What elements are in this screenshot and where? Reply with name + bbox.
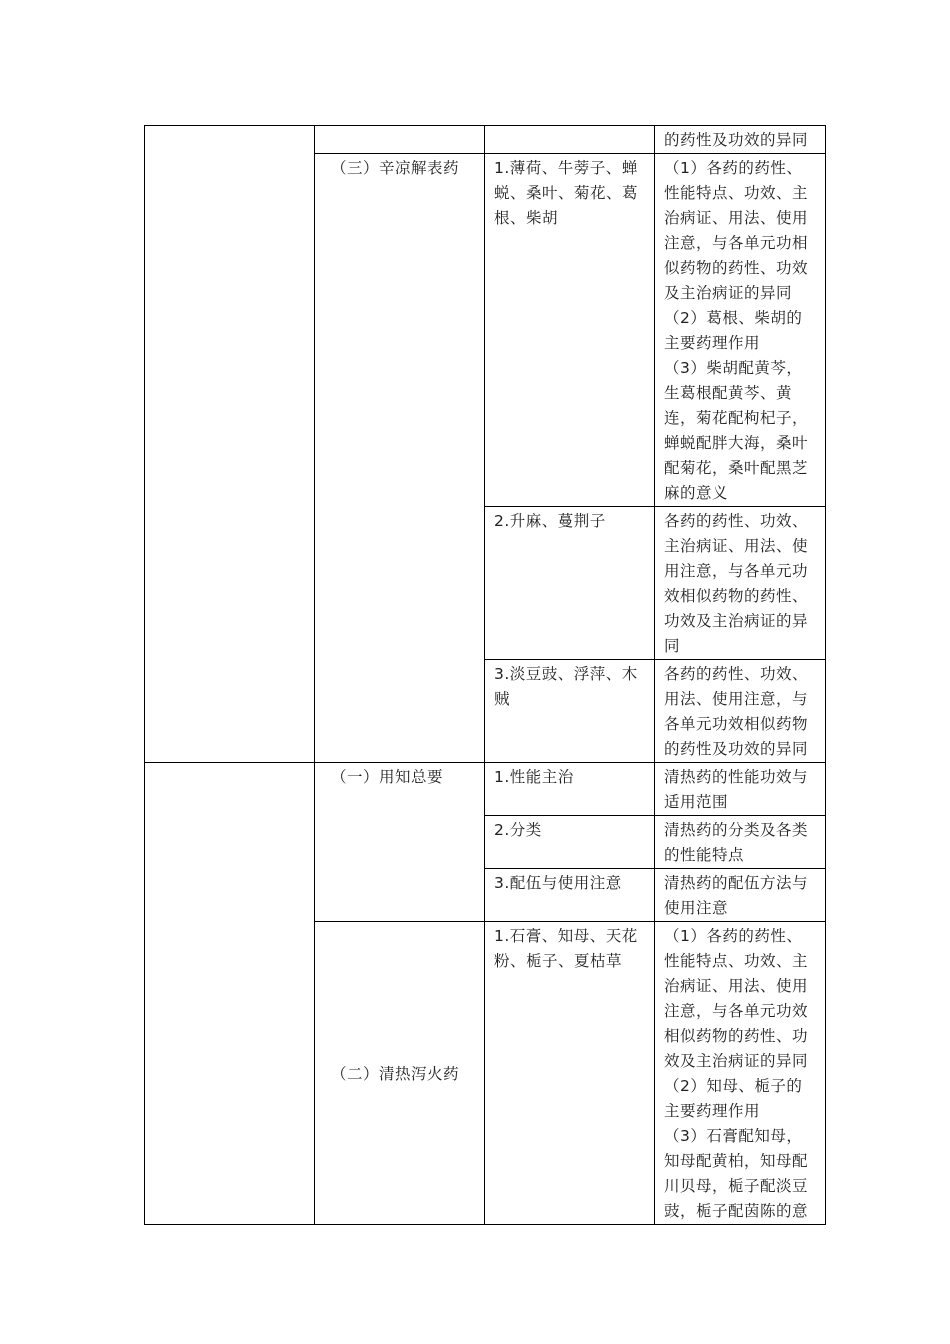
requirement-item: （2）葛根、柴胡的主要药理作用 bbox=[664, 309, 803, 352]
section-cell: （一）用知总要 bbox=[315, 763, 485, 922]
requirement-cell: 的药性及功效的异同 bbox=[655, 126, 826, 154]
requirement-cell: 各药的药性、功效、用法、使用注意，与各单元功效相似药物的药性及功效的异同 bbox=[655, 660, 826, 763]
requirement-cell bbox=[655, 154, 826, 507]
topic-cell: 1.性能主治 bbox=[485, 763, 655, 816]
topic-cell: 1.薄荷、牛蒡子、蝉蜕、桑叶、菊花、葛根、柴胡 bbox=[485, 154, 655, 507]
topic-cell: 1.石膏、知母、天花粉、栀子、夏枯草 bbox=[485, 922, 655, 1225]
unit-cell-empty bbox=[145, 126, 315, 763]
topic-cell: 2.升麻、蔓荆子 bbox=[485, 507, 655, 660]
syllabus-table bbox=[144, 125, 826, 1225]
table-row bbox=[145, 126, 826, 154]
requirement-cell: 各药的药性、功效、主治病证、用法、使用注意，与各单元功效相似药物的药性、功效及主治病证的异同 bbox=[655, 507, 826, 660]
requirement-cell: 清热药的分类及各类的性能特点 bbox=[655, 816, 826, 869]
requirement-cell bbox=[655, 922, 826, 1225]
section-cell: （二）清热泻火药 bbox=[315, 922, 485, 1225]
topic-cell-empty bbox=[485, 126, 655, 154]
requirement-item: （1）各药的药性、性能特点、功效、主治病证、用法、使用注意，与各单元功效相似药物的药性、功效及主治病证的异同 bbox=[664, 927, 809, 1070]
table-row bbox=[145, 763, 826, 816]
topic-cell: 2.分类 bbox=[485, 816, 655, 869]
section-cell-empty bbox=[315, 126, 485, 154]
topic-cell: 3.淡豆豉、浮萍、木贼 bbox=[485, 660, 655, 763]
section-cell: （三）辛凉解表药 bbox=[315, 154, 485, 763]
requirement-cell: 清热药的性能功效与适用范围 bbox=[655, 763, 826, 816]
topic-cell: 3.配伍与使用注意 bbox=[485, 869, 655, 922]
requirement-item: （2）知母、栀子的主要药理作用 bbox=[664, 1077, 803, 1120]
requirement-cell: 清热药的配伍方法与使用注意 bbox=[655, 869, 826, 922]
unit-cell-empty bbox=[145, 763, 315, 1225]
requirement-item: （3）柴胡配黄芩，生葛根配黄芩、黄连，菊花配枸杞子，蝉蜕配胖大海，桑叶配菊花，桑叶配黑芝麻的意义 bbox=[664, 359, 809, 502]
requirement-item: （3）石膏配知母，知母配黄柏，知母配川贝母，栀子配淡豆豉，栀子配茵陈的意 bbox=[664, 1127, 809, 1220]
requirement-item: （1）各药的药性、性能特点、功效、主治病证、用法、使用注意，与各单元功相似药物的药性、功效及主治病证的异同 bbox=[664, 159, 809, 302]
